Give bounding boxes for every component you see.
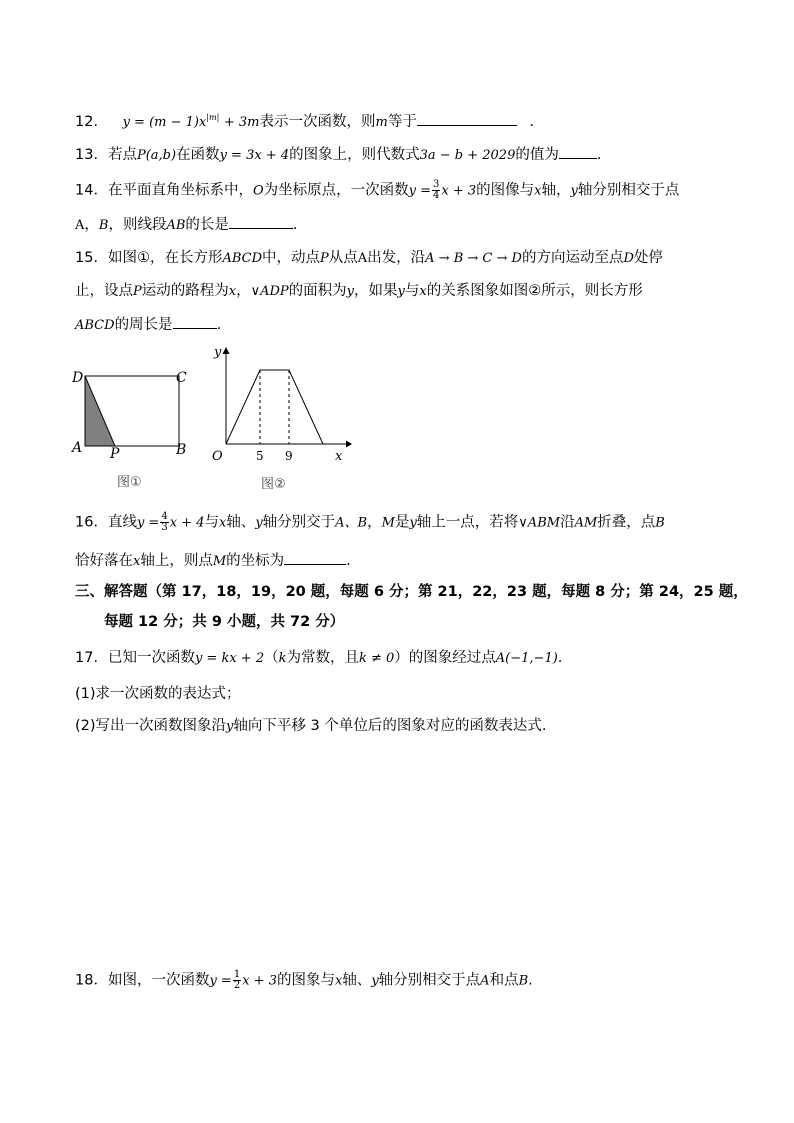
question-text: 15．如图①，在长方形 [75, 250, 223, 266]
math-function: y = [136, 515, 160, 531]
question-text: 为坐标原点，一次函数 [263, 182, 409, 199]
figure-1-caption: 图① [117, 475, 142, 490]
math-variable: A、B [335, 515, 368, 531]
math-function: x + 3 [441, 183, 477, 199]
section-heading: 三、解答题（第 17，18，19，20 题，每题 6 分；第 21，22，23 题，每题 8 分；第 24，25 题， [75, 584, 748, 600]
x-axis-arrow-icon [346, 441, 352, 448]
punctuation: . [596, 147, 602, 163]
math-triangle: ∨ABM [518, 515, 561, 531]
question-17-line-1 [75, 648, 562, 669]
math-segment: AB [166, 218, 186, 233]
question-text: 为常数，且 [286, 650, 359, 666]
math-fraction: $\frac{1}{2}$ [233, 969, 241, 991]
math-variable: A [357, 251, 368, 266]
answer-blank[interactable] [173, 314, 217, 329]
question-text: 轴上一点，若将 [416, 514, 519, 531]
math-expression: y = (m − 1)x [122, 114, 207, 130]
math-variable: x [218, 515, 227, 531]
math-expression: 3a − b + 2029 [419, 148, 516, 163]
math-triangle: ∨ADP [250, 284, 289, 299]
question-text: ，则线段 [108, 217, 167, 233]
tick-label-5: 5 [256, 449, 264, 463]
label-c: C [176, 370, 187, 386]
question-text: 与 [404, 283, 420, 299]
question-text: 轴、 [342, 972, 372, 989]
shaded-triangle-adp [85, 376, 115, 446]
punctuation: （ [264, 650, 279, 666]
question-text: 折叠，点 [597, 514, 656, 531]
math-variable: M [212, 554, 227, 569]
math-variable: x [228, 284, 237, 299]
axis-label-x: x [335, 449, 343, 464]
figure-1-rectangle [65, 360, 200, 495]
math-function: x + 3 [242, 973, 277, 989]
math-variable: ABCD [75, 318, 115, 333]
math-point: A(−1,−1) [495, 651, 558, 666]
question-text: 与 [204, 514, 219, 531]
y-axis-arrow-icon [223, 347, 230, 354]
math-exponent: |m| [206, 113, 220, 122]
punctuation: ． [529, 113, 544, 130]
math-variable: A [75, 218, 85, 233]
math-variable: k [278, 651, 287, 666]
figure-2-graph [200, 342, 360, 497]
math-variable: B [98, 218, 109, 233]
math-variable: B [655, 515, 665, 531]
question-text: 轴上，则点 [140, 553, 213, 569]
math-variable: y [397, 284, 405, 299]
math-variable: ABCD [222, 251, 263, 266]
math-variable: m [375, 114, 388, 130]
punctuation: . [216, 317, 222, 333]
question-text: 恰好落在 [75, 553, 133, 569]
math-variable: y [255, 515, 263, 531]
question-16-line-1 [75, 512, 665, 534]
question-text: 的坐标为 [226, 553, 285, 569]
question-text: 的长是 [185, 217, 229, 233]
question-text: 的值为 [515, 147, 559, 163]
question-text: 的图象与 [276, 972, 335, 989]
question-15-line-1 [75, 248, 663, 269]
question-text: 止，设点 [75, 283, 133, 299]
axis-label-y: y [214, 345, 222, 360]
question-text: 轴， [541, 182, 571, 199]
math-point: P(a,b) [136, 148, 177, 163]
question-text: 出发，沿 [367, 250, 426, 266]
answer-blank[interactable] [417, 111, 517, 126]
question-text: 运动的路程为 [141, 283, 229, 299]
math-function: y = 3x + 4 [219, 148, 290, 163]
question-text: 中，动点 [262, 250, 321, 266]
question-text: 处停 [633, 250, 663, 266]
question-text: 等于 [387, 113, 417, 130]
label-d: D [72, 370, 84, 386]
math-variable: D [623, 251, 634, 266]
math-path: A → B → C → D [425, 251, 522, 266]
question-text: 沿 [560, 514, 575, 531]
tick-label-9: 9 [285, 449, 293, 463]
question-16-line-2 [75, 550, 351, 572]
question-17-part-2 [75, 716, 546, 737]
math-variable: x [334, 973, 343, 989]
math-expression: + 3m [223, 114, 260, 130]
math-function: y = [209, 973, 232, 989]
math-variable: M [381, 515, 395, 531]
answer-blank[interactable] [229, 214, 293, 229]
question-text: 13．若点 [75, 147, 137, 163]
punctuation: ， [367, 514, 382, 531]
punctuation: ， [236, 283, 251, 299]
question-text: 的方向运动至点 [521, 250, 624, 266]
punctuation: ， [84, 217, 99, 233]
math-condition: k ≠ 0 [358, 651, 395, 666]
math-variable: y [346, 284, 355, 299]
math-variable: B [518, 973, 529, 989]
graph-line [226, 370, 323, 444]
math-variable: O [252, 183, 264, 199]
answer-blank[interactable] [559, 144, 597, 159]
math-function: y = [408, 183, 431, 199]
question-14-line-2 [75, 214, 298, 236]
math-function: y = kx + 2 [194, 651, 265, 666]
math-variable: y [371, 973, 379, 989]
math-variable: x [534, 183, 542, 199]
label-p: P [110, 446, 120, 462]
question-15-line-3 [75, 314, 221, 336]
origin-label: O [212, 449, 223, 464]
math-function: x + 4 [169, 515, 205, 531]
question-text: 的面积为 [288, 283, 347, 299]
label-a: A [72, 440, 83, 456]
question-text: 16．直线 [75, 514, 137, 531]
figure-2-caption: 图② [261, 477, 286, 492]
question-text: 轴、 [226, 514, 256, 531]
question-text: 的图像与 [476, 182, 535, 199]
question-text: ）的图象经过点 [394, 650, 496, 666]
question-text: 的周长是 [114, 317, 173, 333]
question-text: 从点 [328, 250, 358, 266]
question-text: 18．如图，一次函数 [75, 972, 210, 989]
question-18 [75, 970, 533, 992]
question-text: 17．已知一次函数 [75, 650, 195, 666]
question-text: 和点 [489, 972, 519, 989]
question-text: (2)写出一次函数图象沿 [75, 718, 227, 734]
question-text: 轴分别交于 [262, 514, 336, 531]
question-text: 轴分别相交于点 [577, 182, 680, 199]
math-variable: y [409, 515, 417, 531]
math-variable: A [480, 973, 490, 989]
punctuation: . [528, 972, 533, 989]
punctuation: . [292, 217, 298, 233]
question-15-line-2 [75, 281, 643, 302]
section-heading-continued: 每题 12 分；共 9 小题，共 72 分） [104, 614, 345, 630]
punctuation: . [557, 650, 563, 666]
question-17-part-1: (1)求一次函数的表达式； [75, 686, 241, 702]
question-13 [75, 144, 601, 166]
question-text: 表示一次函数，则 [259, 113, 376, 130]
math-variable: y [570, 183, 578, 199]
math-variable: P [133, 284, 142, 299]
math-variable: x [133, 554, 141, 569]
punctuation: . [346, 553, 351, 569]
question-text: 14．在平面直角坐标系中， [75, 182, 253, 199]
math-variable: x [419, 284, 427, 299]
question-14-line-1 [75, 180, 679, 202]
question-text: 轴向下平移 3 个单位后的图象对应的函数表达式. [233, 718, 547, 734]
math-fraction: $\frac{4}{3}$ [161, 511, 168, 533]
math-variable: y [226, 719, 234, 734]
math-segment: AM [574, 515, 598, 531]
label-b: B [176, 442, 187, 458]
question-text: 的图象上，则代数式 [289, 147, 420, 163]
answer-blank[interactable] [284, 550, 346, 565]
math-fraction: $\frac{3}{4}$ [433, 179, 440, 201]
question-12 [75, 108, 544, 133]
question-text: 轴分别相交于点 [378, 972, 481, 989]
question-text: 在函数 [176, 147, 220, 163]
question-number: 12． [75, 113, 108, 130]
question-text: ，如果 [354, 283, 398, 299]
question-text: 是 [394, 514, 410, 531]
math-variable: P [320, 251, 329, 266]
question-text: 的关系图象如图②所示，则长方形 [426, 283, 643, 299]
